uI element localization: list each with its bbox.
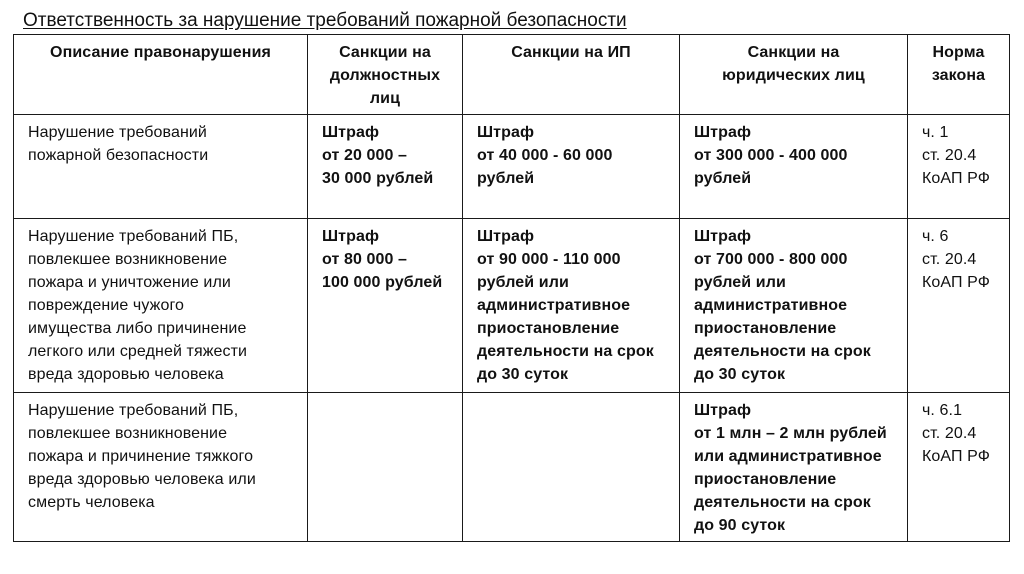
header-description [14,35,308,115]
cell-line: Штраф [694,124,752,141]
cell-line: легкого или средней тяжести [28,343,248,360]
cell-line: рублей [694,170,752,187]
cell-line: приостановление [694,471,837,488]
cell-line: Штраф [322,124,380,141]
cell-line: ст. 20.4 [922,251,977,268]
cell-line: от 90 000 - 110 000 [477,251,621,268]
cell-line: Штраф [477,228,535,245]
cell-line: вреда здоровью человека или [28,471,256,488]
cell-line: рублей или [694,274,786,291]
cell-line: Штраф [694,402,752,419]
cell-norm [908,393,1010,542]
cell-officials [308,219,463,393]
cell-line: Нарушение требований ПБ, [28,402,239,419]
cell-line: до 30 суток [694,366,786,383]
header-norm [908,35,1010,115]
cell-line: ст. 20.4 [922,147,977,164]
header-line: Описание правонарушения [50,44,271,61]
table-row [14,393,1010,542]
cell-line: пожара и причинение тяжкого [28,448,254,465]
cell-legal [680,219,908,393]
cell-line: от 40 000 - 60 000 [477,147,613,164]
table-row [14,115,1010,219]
cell-norm [908,115,1010,219]
cell-officials-empty [308,393,463,542]
cell-ip-empty [463,393,680,542]
header-line: лиц [369,90,401,107]
cell-line: пожара и уничтожение или [28,274,231,291]
cell-line: от 1 млн – 2 млн рублей [694,425,887,442]
page-title: Ответственность за нарушение требований пожарной безопасности [23,10,627,31]
cell-line: до 90 суток [694,517,786,534]
cell-line: пожарной безопасности [28,147,209,164]
header-officials [308,35,463,115]
cell-line: или административное [694,448,882,465]
cell-line: рублей [477,170,535,187]
cell-line: административное [694,297,848,314]
header-line: Санкции на ИП [511,44,631,61]
cell-line: приостановление [477,320,620,337]
cell-officials [308,115,463,219]
cell-line: ч. 6 [922,228,949,245]
cell-line: ч. 1 [922,124,949,141]
cell-line: Штраф [694,228,752,245]
cell-line: рублей или [477,274,569,291]
header-line: должностных [329,67,441,84]
cell-line: Нарушение требований ПБ, [28,228,239,245]
header-line: юридических лиц [722,67,865,84]
cell-line: приостановление [694,320,837,337]
cell-line: деятельности на срок [694,494,871,511]
cell-description [14,393,308,542]
cell-description [14,115,308,219]
cell-line: КоАП РФ [922,274,991,291]
cell-line: от 300 000 - 400 000 [694,147,848,164]
cell-line: Штраф [322,228,380,245]
header-line: Норма [932,44,985,61]
header-row [14,35,1010,115]
table-row [14,219,1010,393]
header-line: закона [931,67,986,84]
cell-legal [680,115,908,219]
cell-line: Штраф [477,124,535,141]
cell-description [14,219,308,393]
cell-line: Нарушение требований [28,124,207,141]
sanctions-table [13,34,1010,542]
cell-line: административное [477,297,631,314]
cell-line: 30 000 рублей [322,170,434,187]
header-line: Санкции на [747,44,840,61]
cell-line: ч. 6.1 [922,402,963,419]
cell-line: деятельности на срок [694,343,871,360]
cell-line: деятельности на срок [477,343,654,360]
cell-line: повлекшее возникновение [28,425,228,442]
header-legal [680,35,908,115]
cell-line: 100 000 рублей [322,274,443,291]
cell-line: ст. 20.4 [922,425,977,442]
cell-norm [908,219,1010,393]
header-ip [463,35,680,115]
cell-line: вреда здоровью человека [28,366,224,383]
cell-line: смерть человека [28,494,155,511]
cell-line: КоАП РФ [922,170,991,187]
cell-line: от 20 000 – [322,147,408,164]
cell-ip [463,219,680,393]
cell-line: имущества либо причинение [28,320,247,337]
cell-line: повлекшее возникновение [28,251,228,268]
cell-line: от 80 000 – [322,251,408,268]
header-line: Санкции на [339,44,431,61]
cell-line: повреждение чужого [28,297,185,314]
cell-legal [680,393,908,542]
cell-line: КоАП РФ [922,448,991,465]
cell-line: до 30 суток [477,366,569,383]
cell-ip [463,115,680,219]
cell-line: от 700 000 - 800 000 [694,251,848,268]
